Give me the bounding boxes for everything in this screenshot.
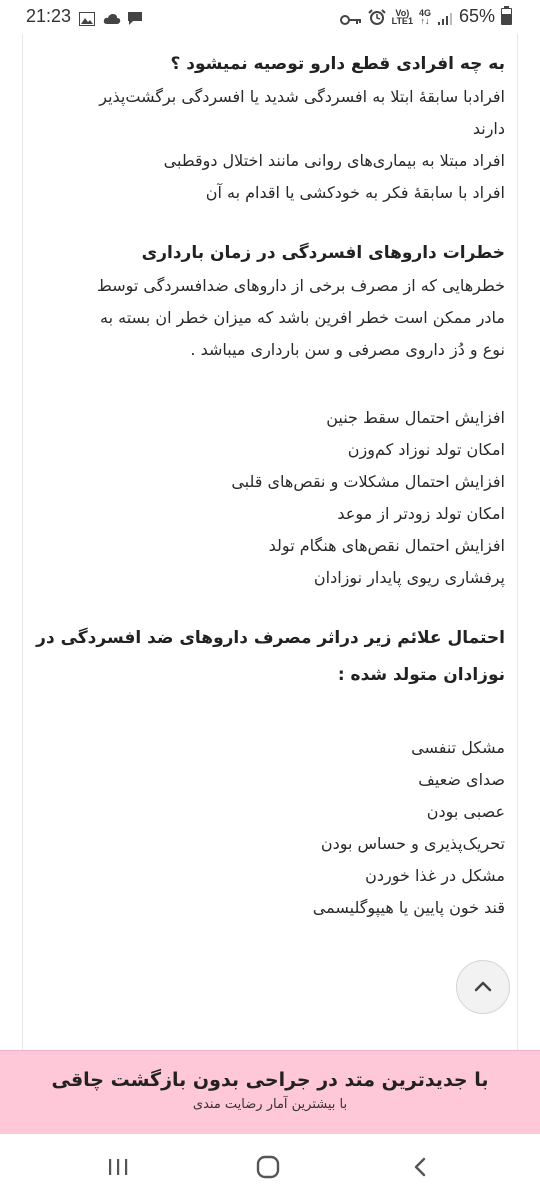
paragraph-line: دارند <box>472 119 505 138</box>
recent-apps-button[interactable] <box>98 1152 138 1182</box>
message-icon <box>127 10 143 24</box>
list-item: افزایش احتمال سقط جنین <box>326 408 505 427</box>
battery-percent: 65% <box>458 6 495 26</box>
chevron-up-icon <box>471 975 495 999</box>
section-heading-continued: نوزادان متولد شده : <box>337 665 505 685</box>
list-item: مشکل در غذا خوردن <box>365 866 505 885</box>
paragraph-line: مادر ممکن است خطر افرین باشد که میزان خطر ان بسته به <box>100 308 505 327</box>
paragraph-line: افرادبا سابقهٔ ابتلا به افسردگی شدید یا افسردگی برگشت‌پذیر <box>99 87 505 106</box>
section-heading: به چه افرادی قطع دارو توصیه نمیشود ؟ <box>170 54 505 74</box>
list-item: پرفشاری ریوی پایدار نوزادان <box>313 568 505 587</box>
gallery-notification-icon <box>79 10 95 24</box>
list-item: افزایش احتمال مشکلات و نقص‌های قلبی <box>231 472 505 491</box>
signal-icon <box>437 10 453 24</box>
status-right <box>340 6 512 27</box>
list-item: عصبی بودن <box>426 802 505 821</box>
list-item: امکان تولد زودتر از موعد <box>337 504 505 523</box>
status-left <box>26 6 143 27</box>
back-button[interactable] <box>400 1152 440 1182</box>
list-item: قند خون پایین یا هیپوگلیسمی <box>312 898 505 917</box>
home-button[interactable] <box>248 1152 288 1182</box>
status-bar <box>0 0 540 34</box>
ad-banner[interactable] <box>0 1050 540 1135</box>
volte-indicator: Vo) LTE1 <box>391 7 413 26</box>
home-icon <box>255 1154 281 1180</box>
paragraph-line: افراد با سابقهٔ فکر به خودکشی یا اقدام به آن <box>205 183 505 202</box>
article-content[interactable] <box>22 34 518 1050</box>
battery-icon <box>501 8 512 25</box>
back-icon <box>410 1155 430 1179</box>
paragraph-line: نوع و دُز داروی مصرفی و سن بارداری میباشد . <box>190 340 505 359</box>
scroll-to-top-button[interactable] <box>456 960 510 1014</box>
list-item: امکان تولد نوزاد کم‌وزن <box>347 440 505 459</box>
alarm-icon <box>368 9 386 25</box>
list-item: افزایش احتمال نقص‌های هنگام تولد <box>268 536 505 555</box>
paragraph-line: خطرهایی که از مصرف برخی از داروهای ضدافسردگی توسط <box>97 276 505 295</box>
status-time: 21:23 <box>26 6 72 26</box>
banner-title: با جدیدترین متد در جراحی بدون بازگشت چاقی <box>51 1069 489 1091</box>
section-heading: خطرات داروهای افسردگی در زمان بارداری <box>141 243 505 263</box>
recent-apps-icon <box>107 1157 129 1177</box>
list-item: مشکل تنفسی <box>411 738 505 757</box>
paragraph-line: افراد مبتلا به بیماری‌های روانی مانند اختلال دوقطبی <box>163 151 505 170</box>
key-icon <box>340 10 362 24</box>
navigation-bar <box>0 1134 540 1200</box>
data-indicator: 4G ↑↓ <box>418 7 431 26</box>
list-item: تحریک‌پذیری و حساس بودن <box>320 834 505 853</box>
cloud-icon <box>103 10 119 24</box>
list-item: صدای ضعیف <box>418 770 505 789</box>
section-heading: احتمال علائم زیر دراثر مصرف داروهای ضد افسردگی در <box>36 628 505 648</box>
banner-subtitle: با بیشترین آمار رضایت مندی <box>192 1097 348 1112</box>
